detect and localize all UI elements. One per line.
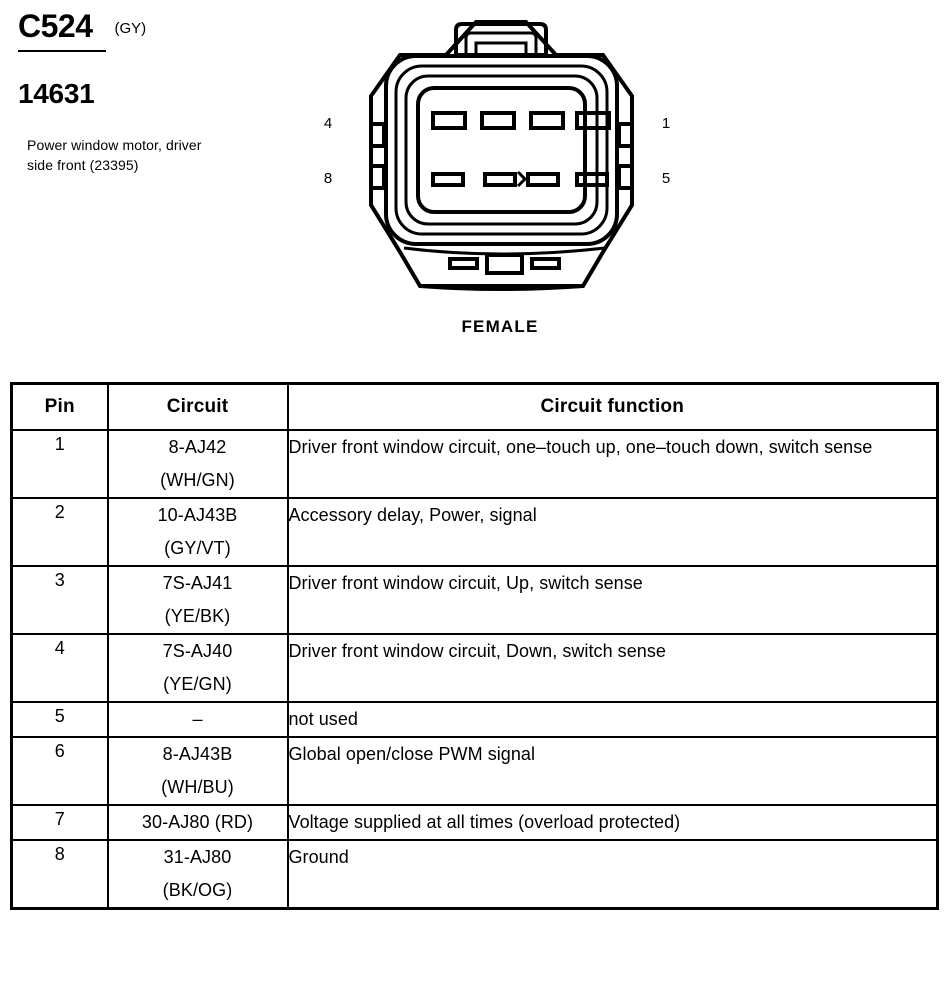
cell-circuit — [108, 840, 288, 909]
circuit-code: 10-AJ43B — [157, 505, 238, 525]
part-number: 14631 — [18, 78, 95, 109]
cell-circuit-function: Driver front window circuit, Down, switch sense — [288, 634, 938, 702]
cell-circuit — [108, 566, 288, 634]
cell-pin: 6 — [12, 737, 108, 805]
circuit-color-code: (YE/BK) — [164, 606, 231, 626]
table-row — [12, 805, 938, 840]
connector-gender-label: FEMALE — [461, 317, 539, 336]
connector-cavity-1 — [577, 113, 609, 128]
connector-cavity-5 — [577, 174, 607, 185]
cell-circuit — [108, 430, 288, 498]
cell-circuit — [108, 805, 288, 840]
connector-keying-glyph — [518, 172, 525, 186]
cell-pin: 4 — [12, 634, 108, 702]
circuit-code: 7S-AJ41 — [162, 573, 233, 593]
connector-face-ring-outer — [386, 56, 617, 244]
cell-circuit — [108, 498, 288, 566]
pin-table-body — [12, 430, 938, 909]
connector-pin-label-1: 1 — [661, 115, 671, 132]
cell-circuit-function: Global open/close PWM signal — [288, 737, 938, 805]
connector-bottom-contour — [404, 248, 605, 254]
pin-table-head — [12, 384, 938, 431]
cell-pin: 2 — [12, 498, 108, 566]
pin-table-header-row — [12, 384, 938, 431]
circuit-color-code: (WH/GN) — [160, 470, 235, 490]
connector-description: Power window motor, driver side front (23395) — [27, 137, 202, 173]
connector-id-row — [18, 8, 288, 48]
cell-pin: 3 — [12, 566, 108, 634]
cell-circuit — [108, 634, 288, 702]
circuit-code: 31-AJ80 — [163, 847, 232, 867]
pin-table — [10, 382, 939, 910]
cell-circuit-function: Voltage supplied at all times (overload protected) — [288, 805, 938, 840]
column-header-pin: Pin — [12, 384, 108, 431]
circuit-color-code: (BK/OG) — [162, 880, 233, 900]
circuit-code: 8-AJ43B — [162, 744, 233, 764]
cell-circuit-function: Driver front window circuit, one–touch up, one–touch down, switch sense — [288, 430, 938, 498]
connector-bottom-tab-right — [532, 259, 559, 268]
cell-circuit — [108, 737, 288, 805]
connector-id: C524 — [18, 8, 93, 44]
circuit-code: 30-AJ80 (RD) — [141, 812, 254, 832]
table-row — [12, 702, 938, 737]
connector-cavity-3 — [482, 113, 514, 128]
circuit-code: – — [192, 709, 203, 729]
connector-cavity-7 — [485, 174, 515, 185]
cell-circuit — [108, 702, 288, 737]
connector-figure — [300, 0, 700, 350]
cell-pin: 8 — [12, 840, 108, 909]
connector-pin-label-4: 4 — [323, 115, 333, 132]
connector-face-drawing — [300, 0, 700, 310]
connector-outer-shell — [371, 22, 632, 286]
cell-pin: 5 — [12, 702, 108, 737]
table-row — [12, 634, 938, 702]
table-row — [12, 430, 938, 498]
connector-cavity-6 — [528, 174, 558, 185]
circuit-color-code: (WH/BU) — [161, 777, 234, 797]
connector-pin-label-5: 5 — [661, 170, 671, 187]
column-header-circuit: Circuit — [108, 384, 288, 431]
connector-id-underline — [18, 50, 106, 52]
cell-circuit-function: not used — [288, 702, 938, 737]
cell-circuit-function: Accessory delay, Power, signal — [288, 498, 938, 566]
connector-cavity-8 — [433, 174, 463, 185]
cell-pin: 1 — [12, 430, 108, 498]
table-row — [12, 498, 938, 566]
cell-circuit-function: Ground — [288, 840, 938, 909]
circuit-code: 8-AJ42 — [168, 437, 227, 457]
table-row — [12, 737, 938, 805]
connector-header-block — [0, 0, 300, 230]
connector-cavity-4 — [433, 113, 465, 128]
connector-cavity-2 — [531, 113, 563, 128]
table-row — [12, 566, 938, 634]
cell-circuit-function: Driver front window circuit, Up, switch sense — [288, 566, 938, 634]
table-row — [12, 840, 938, 909]
cell-pin: 7 — [12, 805, 108, 840]
connector-cavity-well — [418, 88, 585, 212]
connector-color-code: (GY) — [114, 20, 147, 37]
pin-table-container — [10, 382, 936, 910]
circuit-color-code: (GY/VT) — [164, 538, 231, 558]
column-header-circuit-function: Circuit function — [288, 384, 938, 431]
circuit-code: 7S-AJ40 — [162, 641, 233, 661]
connector-face-ring-inner — [406, 76, 597, 224]
connector-pin-label-8: 8 — [323, 170, 333, 187]
circuit-color-code: (YE/GN) — [163, 674, 232, 694]
connector-bottom-tab-left — [450, 259, 477, 268]
connector-bottom-tab-center — [487, 255, 522, 273]
